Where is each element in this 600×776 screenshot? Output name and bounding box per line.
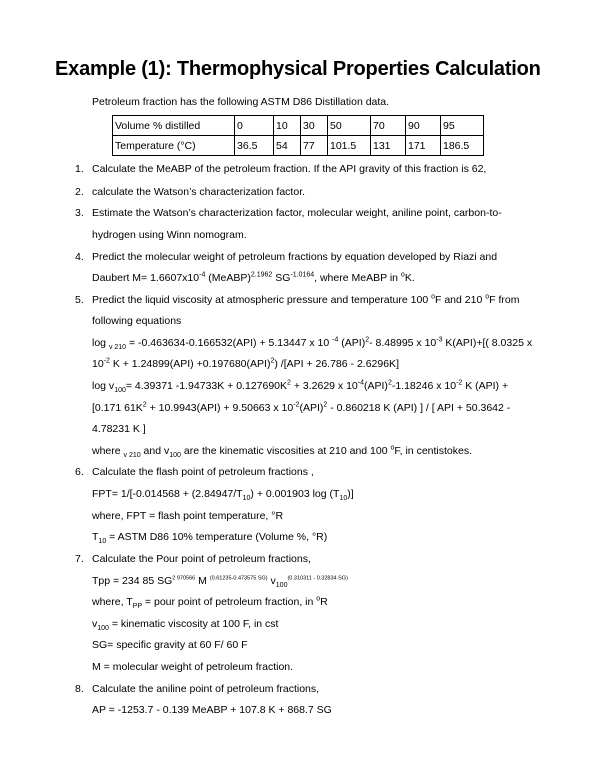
table-cell: 186.5 — [441, 136, 484, 156]
distillation-table — [112, 115, 484, 156]
question-3-line-2: hydrogen using Winn nomogram. — [92, 229, 247, 241]
table-row — [113, 136, 484, 156]
text-run: (MeABP) — [205, 272, 251, 284]
text-run: - 0.860218 K (API) ] / [ API + 50.3642 - — [327, 402, 511, 414]
text-run: (API) — [338, 337, 366, 349]
pour-point-where — [92, 595, 328, 609]
text-run: where — [92, 445, 124, 457]
exponent: -2 — [293, 401, 300, 409]
equation-v210-line-2 — [92, 357, 399, 371]
list-number: 6. — [75, 466, 84, 478]
text-run: v — [92, 618, 98, 630]
subscript: 10 — [339, 495, 348, 503]
exponent: -2 — [103, 357, 110, 365]
exponent: (0.61235-0.473575 SG) — [209, 575, 268, 582]
flash-point-equation — [92, 487, 354, 501]
exponent: 2 — [287, 379, 291, 387]
list-number: 1. — [75, 163, 84, 175]
exponent: -4 — [199, 271, 206, 279]
table-cell: 0 — [235, 116, 274, 136]
text-run: -1.18246 x 10 — [391, 380, 457, 392]
text-run: K(API)+[( 8.0325 x — [442, 337, 533, 349]
exponent: -1.0164 — [290, 271, 315, 279]
subscript: v 210 — [123, 452, 141, 460]
text-run: R — [320, 596, 328, 608]
exponent: 2 — [387, 379, 392, 387]
exponent: 2 — [142, 401, 147, 409]
exponent: o — [431, 293, 435, 301]
question-4-line-2 — [92, 271, 415, 285]
list-number: 4. — [75, 251, 84, 263]
equation-v210-line-1 — [92, 336, 532, 350]
text-run: K + 1.24899(API) +0.197680(API) — [109, 358, 271, 370]
list-number: 5. — [75, 294, 84, 306]
t10-definition — [92, 530, 327, 544]
question-3-line-1: Estimate the Watson’s characterization factor, molecular weight, aniline point, carbon-to- — [92, 207, 502, 219]
subscript: 100 — [114, 387, 126, 395]
exponent: 2 — [270, 357, 275, 365]
m-definition: M = molecular weight of petroleum fraction. — [92, 661, 294, 673]
text-run: = pour point of petroleum fraction, in — [142, 596, 317, 608]
subscript: PP — [132, 603, 143, 611]
table-cell: 10 — [274, 116, 301, 136]
list-number: 2. — [75, 186, 84, 198]
text-run: log v — [92, 380, 115, 392]
subscript: 10 — [242, 495, 251, 503]
table-cell: 36.5 — [235, 136, 274, 156]
exponent: o — [485, 293, 490, 301]
exponent: 2 970566 — [172, 575, 196, 582]
list-number: 8. — [75, 683, 84, 695]
flash-point-where: where, FPT = flash point temperature, °R — [92, 510, 284, 522]
question-5-line-2: following equations — [92, 315, 182, 327]
table-cell: Volume % distilled — [113, 116, 235, 136]
sg-definition: SG= specific gravity at 60 F/ 60 F — [92, 639, 248, 651]
text-run: F from — [489, 294, 520, 306]
text-run: Daubert M= 1.6607x10 — [92, 272, 200, 284]
text-run: 10 — [92, 358, 104, 370]
table-cell: 171 — [406, 136, 441, 156]
table-cell: 30 — [301, 116, 328, 136]
text-run: (API) — [299, 402, 324, 414]
text-run: = ASTM D86 10% temperature (Volume %, °R) — [106, 531, 328, 543]
exponent: 2.1962 — [250, 271, 273, 279]
question-1: Calculate the MeABP of the petroleum fraction. If the API gravity of this fraction is 62, — [92, 163, 487, 175]
intro-text: Petroleum fraction has the following ASTM D86 Distillation data. — [92, 96, 390, 108]
text-run: ) + 0.001903 log (T — [250, 488, 340, 500]
table-cell: 90 — [406, 116, 441, 136]
text-run: Predict the liquid viscosity at atmospheric pressure and temperature 100 — [92, 294, 432, 306]
table-cell: 101.5 — [328, 136, 371, 156]
text-run: and v — [140, 445, 170, 457]
text-run: [0.171 61K — [92, 402, 143, 414]
table-row — [113, 116, 484, 136]
question-5-line-1 — [92, 293, 519, 307]
question-4-line-1: Predict the molecular weight of petroleum fractions by equation developed by Riazi and — [92, 251, 498, 263]
table-cell: Temperature (°C) — [113, 136, 235, 156]
exponent: -3 — [436, 336, 443, 344]
list-number: 7. — [75, 553, 84, 565]
text-run: - 8.48995 x 10 — [369, 337, 437, 349]
subscript: v 210 — [108, 344, 127, 352]
text-run: + 3.2629 x 10 — [290, 380, 358, 392]
text-run: (API) — [364, 380, 388, 392]
question-8: Calculate the aniline point of petroleum fractions, — [92, 683, 320, 695]
text-run: = -0.463634-0.166532(API) + 5.13447 x 10 — [126, 337, 333, 349]
exponent: 2 — [323, 401, 328, 409]
table-cell: 95 — [441, 116, 484, 136]
question-7: Calculate the Pour point of petroleum fractions, — [92, 553, 311, 565]
exponent: -2 — [456, 379, 463, 387]
text-run: + 10.9943(API) + 9.50663 x 10 — [146, 402, 294, 414]
pour-point-equation — [92, 574, 348, 588]
table-cell: 77 — [301, 136, 328, 156]
table-cell: 50 — [328, 116, 371, 136]
page-title: Example (1): Thermophysical Properties Calculation — [55, 58, 541, 80]
text-run: K. — [404, 272, 415, 284]
table-cell: 131 — [371, 136, 406, 156]
table-cell: 54 — [274, 136, 301, 156]
text-run: where, T — [92, 596, 133, 608]
text-run: FPT= 1/[-0.014568 + (2.84947/T — [92, 488, 243, 500]
text-run: ) /[API + 26.786 - 2.6296K] — [274, 358, 399, 370]
viscosity-where-line — [92, 444, 472, 458]
exponent: 2 — [365, 336, 370, 344]
text-run: F, in centistokes. — [394, 445, 473, 457]
text-run: )] — [347, 488, 354, 500]
question-2: calculate the Watson’s characterization factor. — [92, 186, 306, 198]
subscript: 100 — [169, 452, 181, 460]
text-run: M — [195, 575, 210, 587]
text-run: are the kinematic viscosities at 210 and 100 — [180, 445, 391, 457]
question-6: Calculate the flash point of petroleum fractions , — [92, 466, 314, 478]
table-cell: 70 — [371, 116, 406, 136]
subscript: 100 — [275, 582, 288, 590]
exponent: (0.310311 - 0.32834 SG) — [287, 575, 348, 582]
exponent: -4 — [332, 336, 339, 344]
text-run: F and 210 — [435, 294, 486, 306]
text-run: = 4.39371 -1.94733K + 0.127690K — [125, 380, 288, 392]
exponent: o — [316, 595, 321, 603]
aniline-point-equation: AP = -1253.7 - 0.139 MeABP + 107.8 K + 868.7 SG — [92, 704, 332, 716]
text-run: K (API) + — [462, 380, 509, 392]
equation-v100-line-1 — [92, 379, 508, 393]
text-run: SG — [272, 272, 291, 284]
text-run: , where MeABP in — [314, 272, 401, 284]
subscript: 10 — [98, 538, 107, 546]
exponent: o — [390, 444, 395, 452]
equation-v100-line-3: 4.78231 K ] — [92, 423, 146, 435]
list-number: 3. — [75, 207, 84, 219]
exponent: -4 — [357, 379, 365, 387]
text-run: log — [92, 337, 109, 349]
exponent: o — [400, 271, 405, 279]
text-run: = kinematic viscosity at 100 F, in cst — [108, 618, 279, 630]
equation-v100-line-2 — [92, 401, 510, 415]
subscript: 100 — [97, 625, 109, 633]
v100-definition — [92, 617, 278, 631]
text-run: Tpp = 234 85 SG — [92, 575, 173, 587]
text-run: v — [267, 575, 276, 587]
text-run: T — [92, 531, 99, 543]
